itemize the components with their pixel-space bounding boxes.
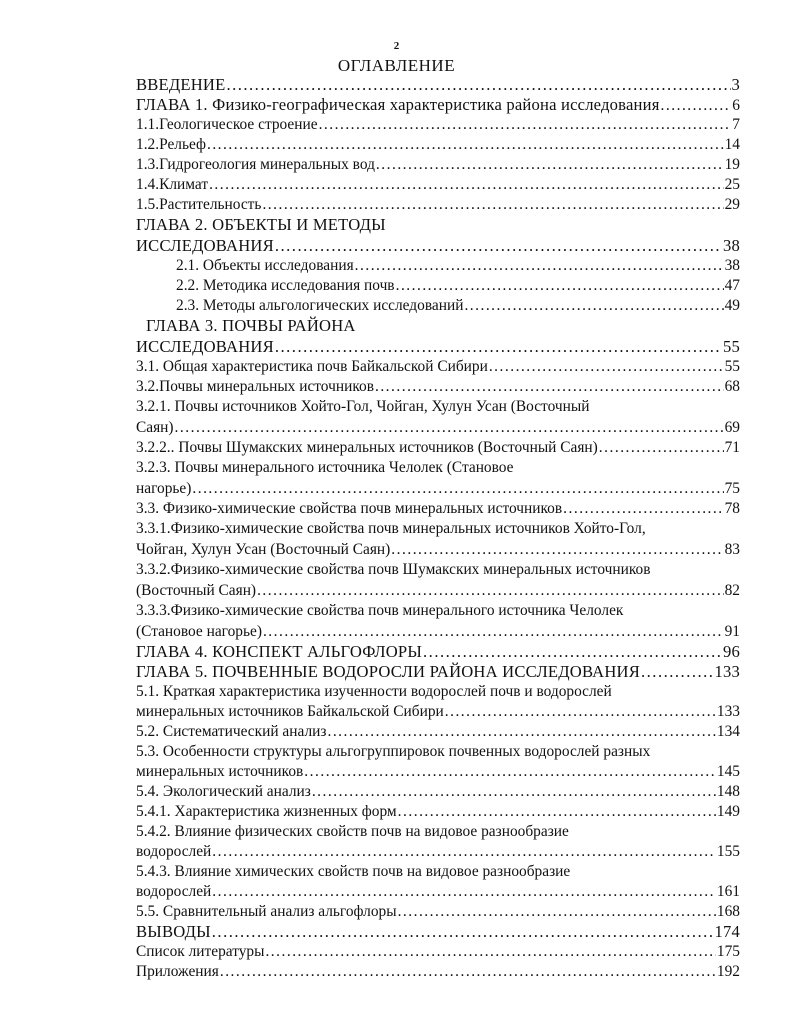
dot-leader [375,377,724,397]
dot-leader [265,942,715,962]
dot-leader [489,357,724,377]
toc-entry-chapter-2: ГЛАВА 2. ОБЪЕКТЫ И МЕТОДЫ [136,215,386,234]
toc-label: ВВЕДЕНИЕ [136,75,226,94]
toc-entry-5-1: 5.1. Краткая характеристика изученности водорослей почв и водорослей [136,683,612,700]
toc-page: 49 [724,297,740,314]
toc-page: 47 [724,277,740,294]
toc-label: ИССЛЕДОВАНИЯ [136,337,274,356]
toc-entry-1-2 [136,135,740,155]
toc-entry-3-2-2 [136,438,740,458]
toc-label: ГЛАВА 5. ПОЧВЕННЫЕ ВОДОРОСЛИ РАЙОНА ИССЛЕДОВАНИЯ [136,662,640,681]
toc-label: ГЛАВА 4. КОНСПЕКТ АЛЬГОФЛОРЫ [136,642,423,661]
toc-entry-3-3-1: 3.3.1.Физико-химические свойства почв минеральных источников Хойто-Гол, [136,520,646,537]
dot-leader [599,438,724,458]
toc-page: 83 [724,541,740,558]
toc-entry-2-1 [136,256,740,276]
dot-leader [398,902,716,922]
toc-entry-5-2 [136,722,740,742]
toc-entry-3-3-2: 3.3.2.Физико-химические свойства почв Шумакских минеральных источников [136,561,651,578]
toc-page: 29 [724,196,740,213]
toc-entry-1-3 [136,155,740,175]
toc-page: 155 [716,843,740,860]
toc-page: 134 [716,723,740,740]
dot-leader [226,75,730,95]
toc-page: 148 [716,783,740,800]
toc-entry-3-2-1: 3.2.1. Почвы источников Хойто-Гол, Чойган, Хулун Усан (Восточный [136,398,590,415]
table-of-contents [136,75,740,982]
toc-page: 55 [723,337,740,356]
toc-entry-1-1 [136,115,740,135]
toc-page: 3 [731,75,740,94]
toc-entry-2-3 [136,296,740,316]
dot-leader [376,155,724,175]
toc-label: Климат [159,176,209,193]
dot-leader [175,418,724,438]
toc-label: нагорье) [136,480,192,497]
toc-page: 133 [716,703,740,720]
toc-label: минеральных источников Байкальской Сибири [136,703,444,720]
toc-entry-2-2 [136,276,740,296]
toc-page: 75 [724,480,740,497]
toc-entry-3-2 [136,377,740,397]
toc-page: 168 [716,903,740,920]
toc-label: Саян) [136,419,174,436]
toc-entry-3-3-1-cont [136,540,740,560]
dot-leader [641,662,714,682]
toc-entry-chapter-4 [136,642,740,662]
toc-entry-chapter-5 [136,662,740,682]
toc-label: 3.2.2.. Почвы Шумакских минеральных источников (Восточный Саян) [136,439,598,456]
toc-entry-3-3-3: 3.3.3.Физико-химические свойства почв минерального источника Челолек [136,602,624,619]
page-number: 2 [393,40,400,52]
toc-entry-references [136,942,740,962]
toc-label: Рельеф [159,136,206,153]
dot-leader [207,135,724,155]
toc-label: 2.1. Объекты исследования [176,257,354,274]
dot-leader [304,762,716,782]
toc-page: 6 [732,97,740,114]
toc-entry-chapter-2-cont [136,236,740,256]
toc-entry-chapter-3: ГЛАВА 3. ПОЧВЫ РАЙОНА [146,316,356,335]
toc-page: 25 [724,176,740,193]
toc-page: 133 [714,662,740,681]
toc-label: водорослей [136,883,212,900]
dot-leader [192,479,723,499]
toc-entry-3-3-3-cont [136,622,740,642]
dot-leader [263,622,724,642]
toc-label: 2.3. Методы альгологических исследований [176,297,464,314]
toc-page: 96 [723,642,740,661]
toc-entry-5-4-3-cont [136,882,740,902]
toc-page: 7 [732,116,740,133]
toc-title: ОГЛАВЛЕНИЕ [337,56,456,75]
dot-leader [661,96,732,115]
dot-leader [212,882,716,902]
toc-entry-5-4-1 [136,802,740,822]
toc-label: ГЛАВА 1. Физико-географическая характеристика района исследования [136,95,660,114]
toc-page: 82 [724,582,740,599]
toc-label: 5.4.1. Характеристика жизненных форм [136,803,397,820]
toc-label: водорослей [136,843,212,860]
dot-leader [275,337,722,357]
toc-page: 19 [724,156,740,173]
toc-entry-3-1 [136,357,740,377]
toc-page: 69 [724,419,740,436]
dot-leader [220,962,716,982]
toc-label: 5.5. Сравнительный анализ альгофлоры [136,903,397,920]
toc-entry-5-3: 5.3. Особенности структуры альгогруппировок почвенных водорослей разных [136,743,651,760]
toc-entry-5-5 [136,902,740,922]
toc-label: Приложения [136,963,219,980]
toc-label: ВЫВОДЫ [136,922,211,941]
dot-leader [327,722,715,742]
toc-label: 5.4. Экологический анализ [136,783,311,800]
toc-label: Гидрогеология минеральных вод [159,156,375,173]
dot-leader [464,296,723,316]
toc-page: 175 [716,943,740,960]
toc-number: 1.1. [136,116,160,133]
toc-label: 3.3. Физико-химические свойства почв минеральных источников [136,500,563,517]
dot-leader [355,256,724,276]
toc-label: (Восточный Саян) [136,582,257,599]
dot-leader [257,581,724,601]
toc-entry-appendix [136,962,740,982]
dot-leader [563,499,723,519]
dot-leader [262,195,723,215]
dot-leader [212,842,716,862]
toc-page: 14 [724,136,740,153]
toc-page: 161 [716,883,740,900]
toc-page: 68 [724,378,740,395]
toc-entry-3-2-3: 3.2.3. Почвы минерального источника Челолек (Становое [136,459,514,476]
toc-label: 2.2. Методика исследования почв [176,277,395,294]
dot-leader [209,175,724,195]
dot-leader [445,702,716,722]
toc-entry-3-2-1-cont [136,418,740,438]
toc-label: Чойган, Хулун Усан (Восточный Саян) [136,541,391,558]
toc-label: Растительность [159,196,262,213]
toc-page: 78 [724,500,740,517]
dot-leader [275,236,722,256]
toc-entry-5-4-3: 5.4.3. Влияние химических свойств почв на видовое разнообразие [136,863,571,880]
dot-leader [212,922,714,942]
toc-label: (Становое нагорье) [136,623,262,640]
toc-page: 174 [714,922,740,941]
toc-page: 91 [724,623,740,640]
toc-number: 1.2. [136,136,160,153]
toc-entry-1-4 [136,175,740,195]
toc-page: 192 [716,963,740,980]
toc-entry-5-4 [136,782,740,802]
toc-page: 149 [716,803,740,820]
toc-entry-5-3-cont [136,762,740,782]
toc-page: 145 [716,763,740,780]
dot-leader [391,540,723,560]
toc-number: 1.4. [136,176,160,193]
toc-entry-5-4-2: 5.4.2. Влияние физических свойств почв на видовое разнообразие [136,823,569,840]
toc-page: 71 [724,439,740,456]
toc-number: 1.3. [136,156,160,173]
toc-entry-3-3 [136,499,740,519]
toc-entry-conclusions [136,922,740,942]
toc-label: ИССЛЕДОВАНИЯ [136,236,274,255]
toc-entry-intro [136,75,740,95]
toc-label: Список литературы [136,943,265,960]
toc-entry-5-4-2-cont [136,842,740,862]
toc-entry-chapter-1 [136,95,740,115]
toc-label: 3.2.Почвы минеральных источников [136,378,374,395]
toc-label: Геологическое строение [159,116,318,133]
toc-page: 38 [724,257,740,274]
dot-leader [423,642,722,662]
toc-label: минеральных источников [136,763,304,780]
toc-entry-1-5 [136,195,740,215]
toc-entry-chapter-3-cont [136,337,740,357]
toc-entry-5-1-cont [136,702,740,722]
toc-label: 3.1. Общая характеристика почв Байкальской Сибири [136,358,488,375]
toc-entry-3-2-3-cont [136,479,740,499]
toc-page: 55 [724,358,740,375]
toc-page: 38 [723,236,740,255]
dot-leader [396,276,724,296]
dot-leader [398,802,716,822]
dot-leader [319,115,732,135]
toc-label: 5.2. Систематический анализ [136,723,327,740]
toc-number: 1.5. [136,196,160,213]
toc-entry-3-3-2-cont [136,581,740,601]
dot-leader [312,782,716,802]
